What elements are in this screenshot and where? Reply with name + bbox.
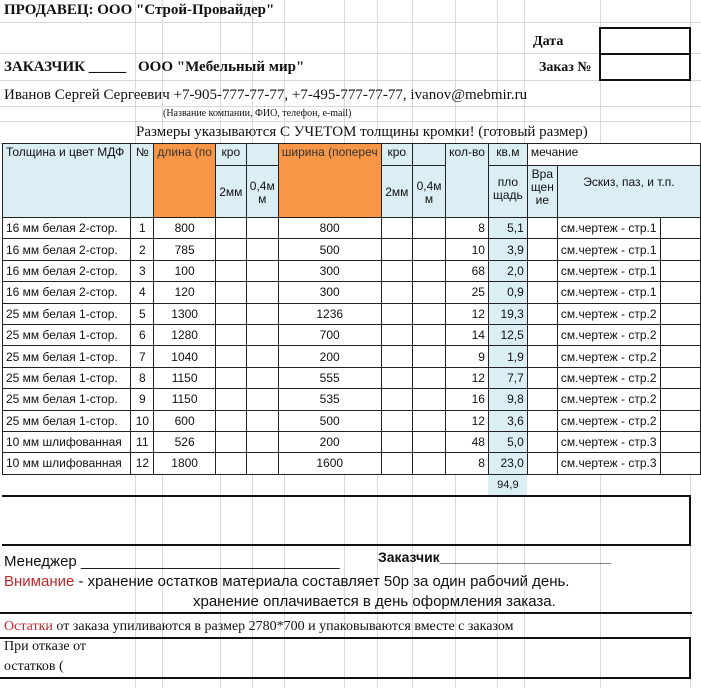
customer-signature: Заказчик______________________	[378, 549, 611, 565]
sketch-cell[interactable]: см.чертеж - стр.1	[557, 260, 660, 281]
empty-cell[interactable]	[215, 303, 246, 324]
width-cell[interactable]: 700	[278, 324, 381, 345]
empty-cell[interactable]	[527, 260, 557, 281]
header-area: пло щадь	[488, 166, 527, 218]
empty-cell[interactable]	[660, 453, 700, 474]
length-cell[interactable]: 1150	[154, 389, 216, 410]
number-cell[interactable]: 1	[131, 218, 154, 239]
empty-cell[interactable]	[381, 303, 412, 324]
table-row	[3, 239, 701, 260]
material-cell[interactable]: 16 мм белая 2-стор.	[3, 218, 131, 239]
number-cell[interactable]: 10	[131, 410, 154, 431]
sketch-cell[interactable]: см.чертеж - стр.2	[557, 324, 660, 345]
grid-row-line	[0, 80, 701, 81]
empty-cell[interactable]	[660, 389, 700, 410]
empty-cell[interactable]	[381, 282, 412, 303]
table-row	[3, 410, 701, 431]
empty-cell[interactable]	[246, 346, 278, 367]
empty-cell[interactable]	[660, 239, 700, 260]
empty-cell[interactable]	[215, 431, 246, 452]
material-cell[interactable]: 10 мм шлифованная	[3, 453, 131, 474]
empty-cell[interactable]	[527, 389, 557, 410]
length-cell[interactable]: 600	[154, 410, 216, 431]
header-number: №	[131, 144, 154, 218]
empty-cell[interactable]	[412, 303, 445, 324]
table-row	[3, 431, 701, 452]
empty-cell[interactable]	[412, 346, 445, 367]
area-cell[interactable]: 9,8	[488, 389, 527, 410]
empty-cell[interactable]	[660, 410, 700, 431]
width-cell[interactable]: 200	[278, 431, 381, 452]
empty-cell[interactable]	[660, 324, 700, 345]
header-quantity: кол-во	[446, 144, 489, 218]
date-label: Дата	[533, 34, 564, 49]
grid-row-line	[0, 22, 701, 23]
empty-cell[interactable]	[215, 367, 246, 388]
empty-cell[interactable]	[412, 324, 445, 345]
table-row	[3, 367, 701, 388]
header-edge-length: кро	[215, 144, 246, 166]
header-sqm: кв.м	[488, 144, 527, 166]
empty-cell[interactable]	[412, 239, 445, 260]
quantity-cell[interactable]: 12	[446, 410, 489, 431]
empty-cell[interactable]	[660, 260, 700, 281]
table-row	[3, 346, 701, 367]
length-cell[interactable]: 800	[154, 218, 216, 239]
material-cell[interactable]: 25 мм белая 1-стор.	[3, 324, 131, 345]
material-cell[interactable]: 25 мм белая 1-стор.	[3, 367, 131, 388]
area-cell[interactable]: 1,9	[488, 346, 527, 367]
empty-cell[interactable]	[381, 260, 412, 281]
attention-note: Внимание - хранение остатков материала составляет 50р за один рабочий день.	[4, 573, 570, 590]
table-row	[3, 282, 701, 303]
width-cell[interactable]: 300	[278, 260, 381, 281]
sketch-cell[interactable]: см.чертеж - стр.2	[557, 346, 660, 367]
refusal-box[interactable]	[0, 637, 691, 679]
empty-cell[interactable]	[381, 367, 412, 388]
empty-cell[interactable]	[412, 453, 445, 474]
material-cell[interactable]: 16 мм белая 2-стор.	[3, 239, 131, 260]
empty-cell[interactable]	[246, 239, 278, 260]
header-2mm: 2мм	[381, 166, 412, 218]
header-sketch: Эскиз, паз, и т.п.	[557, 166, 700, 218]
customer-contact: Иванов Сергей Сергеевич +7-905-777-77-77, +7-495-777-77-77, ivanov@mebmir.ru	[4, 87, 528, 103]
length-cell[interactable]: 1300	[154, 303, 216, 324]
number-cell[interactable]: 4	[131, 282, 154, 303]
empty-cell[interactable]	[660, 218, 700, 239]
empty-cell[interactable]	[660, 282, 700, 303]
area-cell[interactable]: 19,3	[488, 303, 527, 324]
grid-row-line	[0, 53, 701, 54]
sketch-cell[interactable]: см.чертеж - стр.2	[557, 410, 660, 431]
sketch-cell[interactable]: см.чертеж - стр.1	[557, 218, 660, 239]
table-row	[3, 453, 701, 474]
empty-cell[interactable]	[527, 453, 557, 474]
quantity-cell[interactable]: 12	[446, 303, 489, 324]
material-cell[interactable]: 25 мм белая 1-стор.	[3, 346, 131, 367]
area-cell[interactable]: 5,1	[488, 218, 527, 239]
material-cell[interactable]: 25 мм белая 1-стор.	[3, 303, 131, 324]
header-width: ширина (попереч	[278, 144, 381, 218]
refusal-line-2: остатков (	[4, 659, 64, 674]
empty-cell[interactable]	[527, 239, 557, 260]
empty-cell[interactable]	[527, 303, 557, 324]
sketch-cell[interactable]: см.чертеж - стр.3	[557, 453, 660, 474]
empty-cell[interactable]	[381, 453, 412, 474]
length-cell[interactable]: 100	[154, 260, 216, 281]
table-row	[3, 389, 701, 410]
order-number-field[interactable]	[599, 53, 691, 81]
table-row	[3, 324, 701, 345]
table-row	[3, 260, 701, 281]
empty-cell[interactable]	[527, 431, 557, 452]
empty-cell[interactable]	[215, 282, 246, 303]
width-cell[interactable]: 500	[278, 410, 381, 431]
number-cell[interactable]: 5	[131, 303, 154, 324]
empty-cell[interactable]	[660, 431, 700, 452]
width-cell[interactable]: 1236	[278, 303, 381, 324]
empty-cell[interactable]	[381, 239, 412, 260]
empty-cell[interactable]	[246, 389, 278, 410]
sketch-cell[interactable]: см.чертеж - стр.1	[557, 282, 660, 303]
header-04mm: 0,4м м	[246, 166, 278, 218]
empty-cell[interactable]	[412, 410, 445, 431]
empty-cell[interactable]	[412, 389, 445, 410]
empty-cell[interactable]	[412, 367, 445, 388]
sketch-cell[interactable]: см.чертеж - стр.2	[557, 367, 660, 388]
quantity-cell[interactable]: 25	[446, 282, 489, 303]
total-area: 94,9	[488, 474, 527, 495]
number-cell[interactable]: 11	[131, 431, 154, 452]
empty-cell[interactable]	[660, 367, 700, 388]
seller-line: ПРОДАВЕЦ: ООО "Строй-Провайдер"	[4, 2, 275, 18]
number-cell[interactable]: 8	[131, 367, 154, 388]
empty-cell[interactable]	[527, 282, 557, 303]
length-cell[interactable]: 1150	[154, 367, 216, 388]
empty-cell[interactable]	[412, 260, 445, 281]
quantity-cell[interactable]: 12	[446, 367, 489, 388]
quantity-cell[interactable]: 48	[446, 431, 489, 452]
number-cell[interactable]: 6	[131, 324, 154, 345]
number-cell[interactable]: 2	[131, 239, 154, 260]
empty-cell[interactable]	[215, 239, 246, 260]
width-cell[interactable]: 555	[278, 367, 381, 388]
width-cell[interactable]: 1600	[278, 453, 381, 474]
empty-cell[interactable]	[660, 346, 700, 367]
header-material: Толщина и цвет МДФ	[3, 144, 131, 218]
empty-cell[interactable]	[527, 346, 557, 367]
empty-cell[interactable]	[215, 218, 246, 239]
divider	[0, 612, 692, 614]
empty-cell[interactable]	[246, 453, 278, 474]
order-table	[2, 143, 701, 496]
area-cell[interactable]: 2,0	[488, 260, 527, 281]
sketch-cell[interactable]: см.чертеж - стр.3	[557, 431, 660, 452]
quantity-cell[interactable]: 10	[446, 239, 489, 260]
header-04mm: 0,4м м	[412, 166, 445, 218]
length-cell[interactable]: 1040	[154, 346, 216, 367]
length-cell[interactable]: 1280	[154, 324, 216, 345]
header-2mm: 2мм	[215, 166, 246, 218]
empty-cell[interactable]	[381, 410, 412, 431]
empty-cell[interactable]	[381, 389, 412, 410]
empty-cell[interactable]	[246, 282, 278, 303]
empty-cell[interactable]	[246, 260, 278, 281]
customer-hint: (Название компании, ФИО, телефон, e-mail)	[163, 108, 352, 119]
customer-label: ЗАКАЗЧИК _____	[4, 59, 127, 75]
empty-cell[interactable]	[246, 410, 278, 431]
quantity-cell[interactable]: 14	[446, 324, 489, 345]
header-rotation: Вра щен ие	[527, 166, 557, 218]
attention-note-2: хранение оплачивается в день оформления заказа.	[193, 593, 556, 610]
total-row	[3, 474, 701, 495]
length-cell[interactable]: 120	[154, 282, 216, 303]
empty-cell[interactable]	[381, 218, 412, 239]
empty-cell[interactable]	[381, 431, 412, 452]
empty-cell[interactable]	[412, 431, 445, 452]
manager-signature: Менеджер _______________________________	[4, 553, 340, 570]
number-cell[interactable]: 9	[131, 389, 154, 410]
header-remark: мечание	[527, 144, 700, 166]
empty-cell[interactable]	[381, 324, 412, 345]
header-edge-width: кро	[381, 144, 412, 166]
empty-cell[interactable]	[412, 218, 445, 239]
leftovers-note: Остатки от заказа упиливаются в размер 2780*700 и упаковываются вместе с заказом	[4, 619, 514, 634]
empty-cell[interactable]	[215, 346, 246, 367]
material-cell[interactable]: 25 мм белая 1-стор.	[3, 410, 131, 431]
empty-cell[interactable]	[246, 431, 278, 452]
empty-cell[interactable]	[412, 282, 445, 303]
table-row	[3, 218, 701, 239]
empty-cell[interactable]	[381, 346, 412, 367]
quantity-cell[interactable]: 16	[446, 389, 489, 410]
empty-cell[interactable]	[215, 260, 246, 281]
empty-cell[interactable]	[527, 324, 557, 345]
grid-row-line	[0, 106, 701, 107]
number-cell[interactable]: 3	[131, 260, 154, 281]
sketch-cell[interactable]: см.чертеж - стр.2	[557, 303, 660, 324]
width-cell[interactable]: 300	[278, 282, 381, 303]
area-cell[interactable]: 3,6	[488, 410, 527, 431]
area-cell[interactable]: 5,0	[488, 431, 527, 452]
quantity-cell[interactable]: 8	[446, 453, 489, 474]
length-cell[interactable]: 785	[154, 239, 216, 260]
order-label: Заказ №	[539, 60, 592, 75]
number-cell[interactable]: 12	[131, 453, 154, 474]
quantity-cell[interactable]: 68	[446, 260, 489, 281]
header-length: длина (по	[154, 144, 216, 218]
material-cell[interactable]: 16 мм белая 2-стор.	[3, 282, 131, 303]
empty-cell[interactable]	[246, 367, 278, 388]
area-cell[interactable]: 3,9	[488, 239, 527, 260]
empty-cell[interactable]	[215, 389, 246, 410]
notes-box[interactable]	[2, 495, 691, 546]
empty-cell[interactable]	[215, 453, 246, 474]
area-cell[interactable]: 7,7	[488, 367, 527, 388]
area-cell[interactable]: 0,9	[488, 282, 527, 303]
material-cell[interactable]: 10 мм шлифованная	[3, 431, 131, 452]
length-cell[interactable]: 1800	[154, 453, 216, 474]
number-cell[interactable]: 7	[131, 346, 154, 367]
material-cell[interactable]: 16 мм белая 2-стор.	[3, 260, 131, 281]
material-cell[interactable]: 25 мм белая 1-стор.	[3, 389, 131, 410]
table-row	[3, 303, 701, 324]
empty-cell[interactable]	[527, 367, 557, 388]
empty-cell[interactable]	[527, 410, 557, 431]
empty-cell[interactable]	[215, 324, 246, 345]
refusal-line-1: При отказе от	[4, 639, 87, 654]
empty-cell[interactable]	[660, 303, 700, 324]
empty-cell[interactable]	[215, 410, 246, 431]
quantity-cell[interactable]: 8	[446, 218, 489, 239]
length-cell[interactable]: 526	[154, 431, 216, 452]
empty-cell[interactable]	[246, 218, 278, 239]
customer-name: ООО "Мебельный мир"	[138, 59, 305, 75]
size-note: Размеры указываются С УЧЕТОМ толщины кромки! (готовый размер)	[136, 124, 588, 140]
sketch-cell[interactable]: см.чертеж - стр.1	[557, 239, 660, 260]
quantity-cell[interactable]: 9	[446, 346, 489, 367]
width-cell[interactable]: 535	[278, 389, 381, 410]
width-cell[interactable]: 800	[278, 218, 381, 239]
area-cell[interactable]: 12,5	[488, 324, 527, 345]
width-cell[interactable]: 200	[278, 346, 381, 367]
empty-cell[interactable]	[246, 324, 278, 345]
area-cell[interactable]: 23,0	[488, 453, 527, 474]
grid-row-line	[0, 121, 701, 122]
date-field[interactable]	[599, 27, 691, 55]
width-cell[interactable]: 500	[278, 239, 381, 260]
empty-cell[interactable]	[246, 303, 278, 324]
empty-cell[interactable]	[527, 218, 557, 239]
sketch-cell[interactable]: см.чертеж - стр.2	[557, 389, 660, 410]
